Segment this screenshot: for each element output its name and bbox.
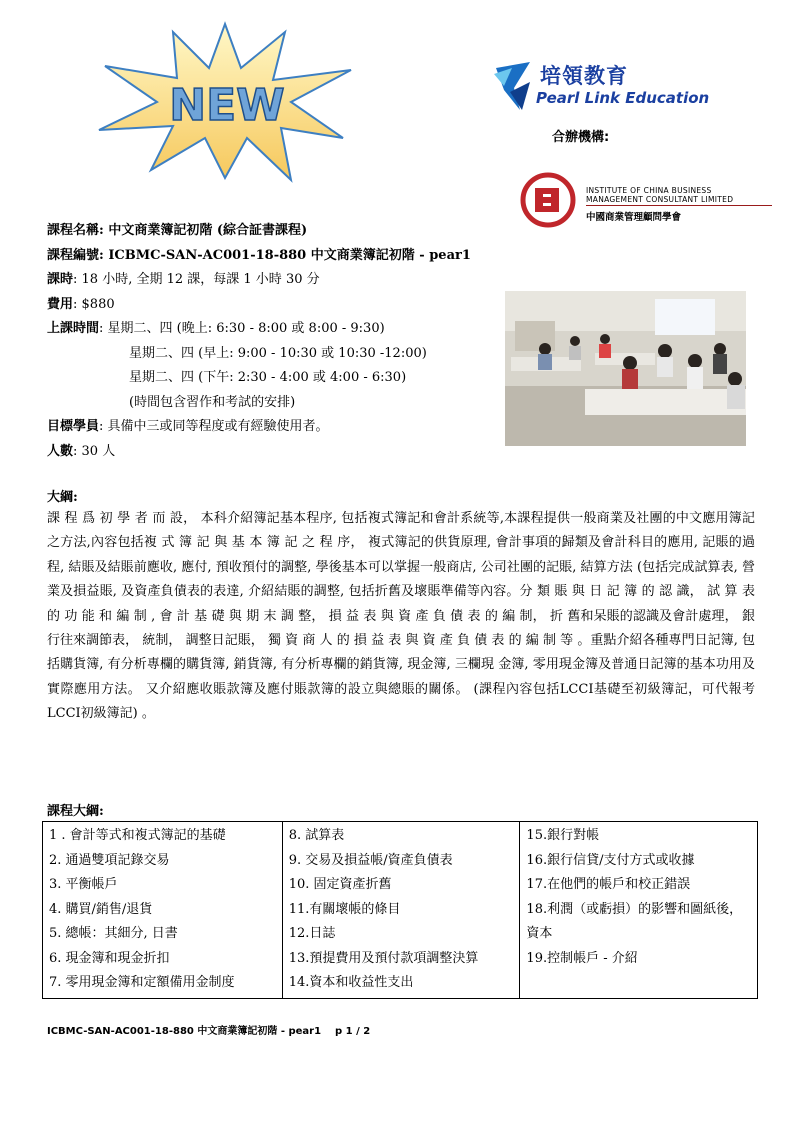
syllabus-item: 4. 購買/銷售/退貨 (49, 901, 153, 917)
syllabus-item: 14.資本和收益性支出 (288, 975, 414, 990)
syllabus-item: 17.在他們的帳戶和校正錯誤 (526, 877, 691, 892)
syllabus-item: 2. 通過雙項記錄交易 (49, 852, 170, 868)
course-fee-label: 費用 (47, 296, 74, 312)
course-name-value: : 中文商業簿記初階 (綜合証書課程) (99, 223, 308, 238)
course-code-row (47, 244, 471, 269)
syllabus-item: 16.銀行信貸/支付方式或收據 (526, 852, 695, 868)
icbc-english-line1: INSTITUTE OF CHINA BUSINESS (586, 186, 712, 195)
schedule-line-1: : 星期二、四 (晚上: 6:30 - 8:00 或 8:00 - 9:30) (99, 321, 385, 336)
syllabus-item: 10. 固定資產折舊 (288, 877, 392, 892)
pearl-link-mark-icon (490, 58, 536, 114)
syllabus-item: 19.控制帳戶 - 介紹 (526, 950, 638, 966)
pearl-logo-english: Pearl Link Education (536, 89, 710, 107)
syllabus-item: 11.有關壞帳的條目 (288, 901, 401, 917)
syllabus-item: 3. 平衡帳戶 (49, 877, 118, 892)
syllabus-heading: 課程大綱: (47, 804, 104, 819)
schedule-note: (時間包含習作和考試的安排) (129, 394, 296, 410)
outline-body: 課 程 爲 初 學 者 而 設， 本科介紹簿記基本程序, 包括複式簿記和會計系統等,本課程提供一般商業及社團的中文應用簿記之方法,內容包括複 式 簿 記 與 基 本 簿 記 之 程 序， 複式簿記的供貨原理, 會計事項的歸類及會計科目的應用, 記賬的過程, 結賬及結賬前應收, 應付, 預收預付的調整, 學後基本可以掌握一般商店, 公司社團的記賬, 結算方法 (包括完成試算表, 營業及損益賬, 及資產負債表的表達, 介紹結賬的調整, 包括折舊及壞賬準備等內容。分 類 賬 與 日 記 簿 的 認 識， 試 算 表 的 功 能 和 編 制 , 會 計 基 礎 與 期 末 調 整， 損 益 表 與 資 產 負 債 表 的 編 制， 折 舊和呆賬的認識及會計處理， 銀行往來調節表， 統制， 調整日記賬， 獨 資 商 人 的 損 益 表 與 資 產 負 債 表 的 編 制 等 。重點介紹各種專門日記簿, 包括購貨簿, 有分析專欄的購貨簿, 銷貨簿, 有分析專欄的銷貨簿, 現金簿, 三欄現 金簿, 零用現金簿及普通日記簿的基本功用及實際應用方法。 又介紹應收賬款簿及應付賬款簿的設立與總賬的關係。 (課程內容包括LCCI基礎至初級簿記，可代報考LCCI初級簿記) 。 (47, 511, 755, 722)
syllabus-column-2 (282, 822, 520, 999)
syllabus-item: 1 . 會計等式和複式簿記的基礎 (49, 828, 226, 843)
course-hours-label: 課時 (47, 272, 74, 287)
icbc-logo (520, 172, 780, 228)
page-footer (47, 1022, 370, 1037)
footer-course-code: ICBMC-SAN-AC001-18-880 中文商業簿記初階 - pear1 (47, 1026, 322, 1037)
icbc-divider (586, 205, 772, 206)
course-code-value: : ICBMC-SAN-AC001-18-880 中文商業簿記初階 - pear1 (99, 247, 471, 263)
new-starburst-badge (95, 20, 355, 185)
class-size-value: : 30 人 (73, 443, 116, 459)
syllabus-column-3 (520, 822, 758, 999)
syllabus-item: 6. 現金簿和現金折扣 (49, 950, 170, 966)
new-label: NEW (169, 80, 285, 131)
course-code-label: 課程編號 (47, 247, 100, 263)
course-info (47, 219, 471, 464)
course-fee-value: : $880 (73, 296, 115, 312)
class-size-row (47, 440, 471, 465)
syllabus-item: 12.日誌 (288, 926, 336, 941)
icbc-english-line2: MANAGEMENT CONSULTANT LIMITED (586, 195, 734, 204)
coorganizer-label: 合辦機構: (552, 130, 610, 145)
syllabus-item: 8. 試算表 (288, 828, 345, 843)
syllabus-item: 5. 總帳：其細分, 日書 (49, 926, 178, 941)
schedule-line-3: 星期二、四 (下午: 2:30 - 4:00 或 4:00 - 6:30) (129, 370, 407, 385)
classroom-photo (505, 291, 746, 446)
schedule-row (47, 317, 471, 342)
icbc-seal-icon (520, 172, 576, 228)
target-row (47, 415, 471, 440)
syllabus-item: 13.預提費用及預付款項調整決算 (288, 950, 479, 966)
syllabus-item: 7. 零用現金簿和定額備用金制度 (49, 975, 235, 990)
icbc-chinese-name: 中國商業管理顧問學會 (586, 212, 682, 223)
pearl-link-logo (490, 58, 710, 118)
course-fee-row (47, 293, 471, 318)
target-label: 目標學員 (47, 419, 100, 434)
syllabus-item: 18.利潤（或虧損）的影響和圖紙後，資本 (526, 901, 743, 941)
page-number: p 1 / 2 (335, 1026, 371, 1037)
pearl-logo-chinese: 培領教育 (540, 64, 628, 88)
class-size-label: 人數 (47, 443, 74, 459)
course-name-row (47, 219, 471, 244)
schedule-line-2: 星期二、四 (早上: 9:00 - 10:30 或 10:30 -12:00) (129, 345, 427, 361)
schedule-label: 上課時間 (47, 321, 100, 336)
course-hours-value: : 18 小時, 全期 12 課，每課 1 小時 30 分 (73, 272, 320, 287)
course-hours-row (47, 268, 471, 293)
syllabus-table (42, 821, 758, 999)
syllabus-row (43, 822, 758, 999)
outline-heading: 大綱: (47, 490, 78, 505)
syllabus-item: 9. 交易及損益帳/資產負債表 (288, 852, 453, 868)
syllabus-item: 15.銀行對帳 (526, 828, 600, 843)
target-value: : 具備中三或同等程度或有經驗使用者。 (99, 419, 329, 434)
syllabus-column-1 (43, 822, 283, 999)
course-name-label: 課程名稱 (47, 223, 100, 238)
